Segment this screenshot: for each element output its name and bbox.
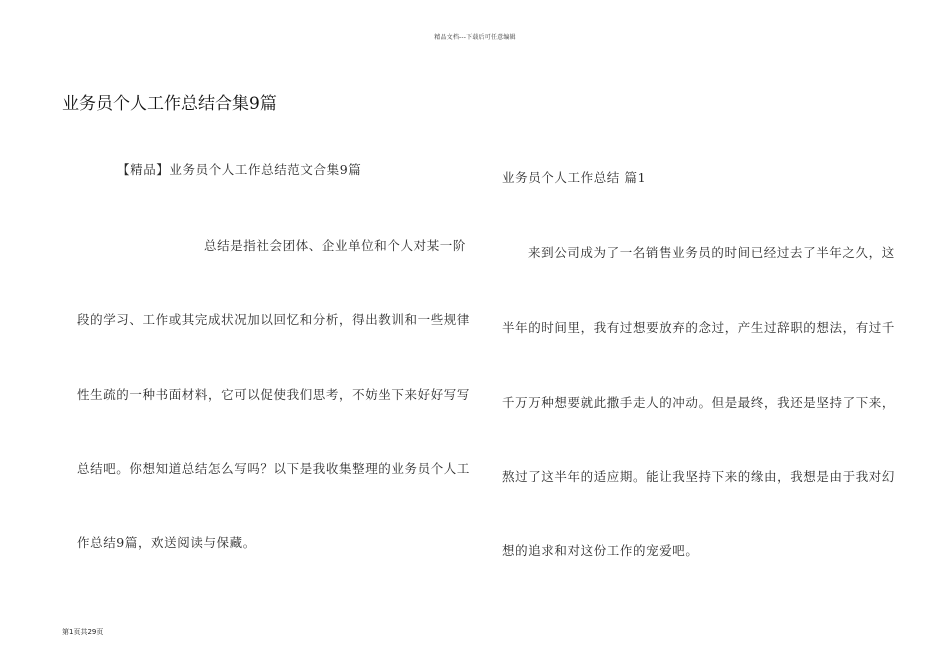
paragraph-line: 性生疏的一种书面材料，它可以促使我们思考，不妨坐下来好好写写 <box>77 387 471 402</box>
section-heading: 业务员个人工作总结 篇1 <box>502 170 647 185</box>
header-note: 精品文档---下载后可任意编辑 <box>434 34 516 41</box>
paragraph-line: 【精品】业务员个人工作总结范文合集9篇 <box>117 162 362 177</box>
paragraph-line: 半年的时间里，我有过想要放弃的念过，产生过辞职的想法，有过千 <box>502 320 896 335</box>
paragraph-line: 作总结9篇，欢送阅读与保藏。 <box>77 535 256 550</box>
paragraph-line: 千万万种想要就此撒手走人的冲动。但是最终，我还是坚持了下来， <box>502 395 896 410</box>
paragraph-line: 总结是指社会团体、企业单位和个人对某一阶 <box>204 238 467 253</box>
page-number: 第1页共29页 <box>62 628 104 636</box>
document-title: 业务员个人工作总结合集9篇 <box>62 94 277 114</box>
paragraph-line: 段的学习、工作或其完成状况加以回忆和分析，得出教训和一些规律 <box>77 312 471 327</box>
paragraph-line: 想的追求和对这份工作的宠爱吧。 <box>502 543 699 558</box>
paragraph-line: 熬过了这半年的适应期。能让我坚持下来的缘由，我想是由于我对幻 <box>502 469 896 484</box>
paragraph-line: 来到公司成为了一名销售业务员的时间已经过去了半年之久，这 <box>528 245 895 260</box>
paragraph-line: 总结吧。你想知道总结怎么写吗？以下是我收集整理的业务员个人工 <box>77 461 471 476</box>
